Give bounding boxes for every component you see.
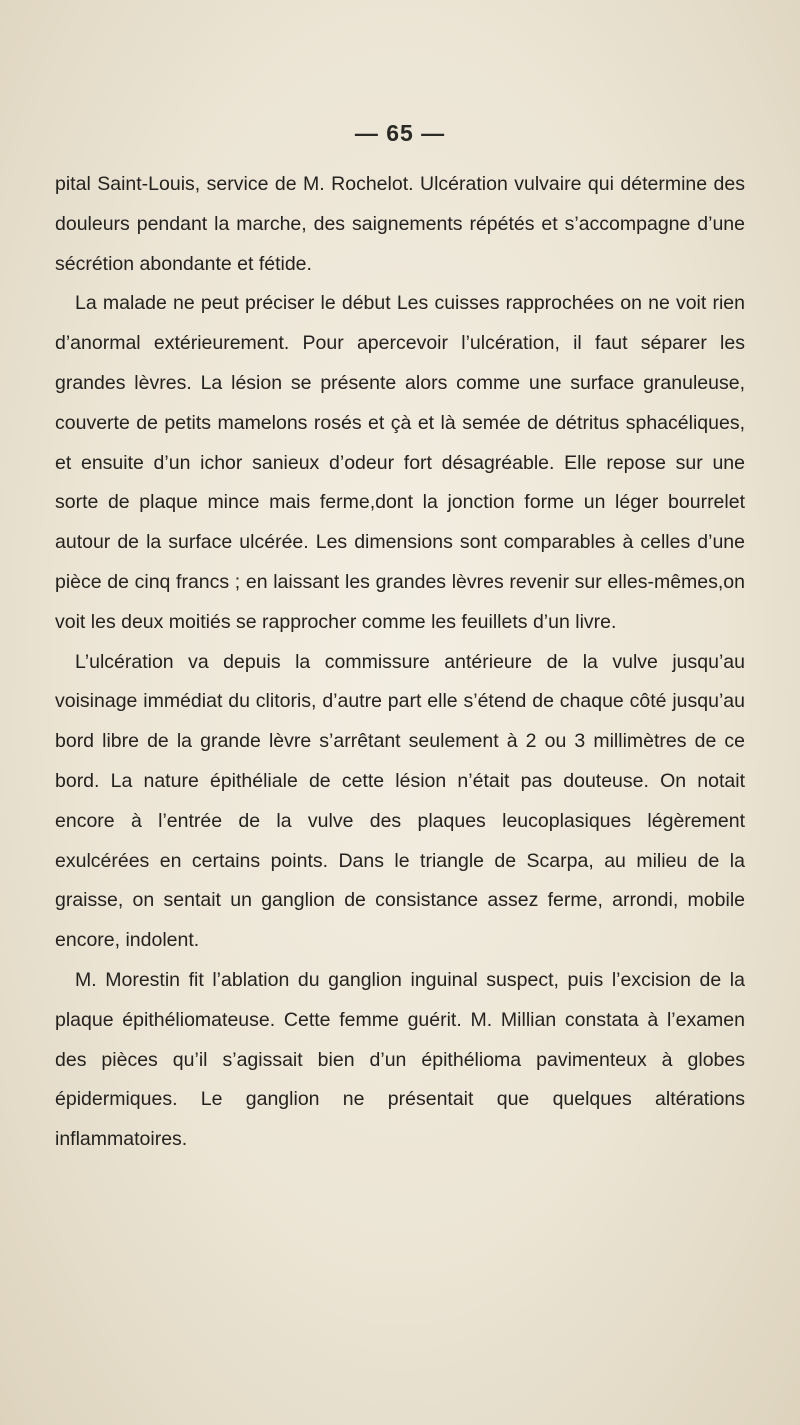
body-text bbox=[55, 165, 745, 1160]
paragraph-continuation: pital Saint-Louis, service de M. Rochelot. Ulcération vulvaire qui détermine des douleurs pendant la marche, des saignements répétés et s’accompagne d’une sécrétion abondante et fétide. bbox=[55, 173, 745, 275]
paragraph: M. Morestin fit l’ablation du ganglion inguinal suspect, puis l’excision de la plaque épithéliomateuse. Cette femme guérit. M. Millian constata à l’examen des pièces qu’il s’agissait bien d’un épithélioma pavimenteux à globes épidermiques. Le ganglion ne présentait que quelques altérations inflammatoires. bbox=[55, 968, 745, 1151]
page-number: — 65 — bbox=[354, 120, 446, 146]
paragraph: L’ulcération va depuis la commissure antérieure de la vulve jusqu’au voisinage immédiat du clitoris, d’autre part elle s’étend de chaque côté jusqu’au bord libre de la grande lèvre s’arrêtant seulement à 2 ou 3 millimètres de ce bord. La nature épithéliale de cette lésion n’était pas douteuse. On notait encore à l’entrée de la vulve des plaques leucoplasiques légèrement exulcérées en certains points. Dans le triangle de Scarpa, au milieu de la graisse, on sentait un ganglion de consistance assez ferme, arrondi, mobile encore, indolent. bbox=[55, 650, 745, 952]
paragraph: La malade ne peut préciser le début Les cuisses rapprochées on ne voit rien d’anormal extérieurement. Pour apercevoir l’ulcération, il faut séparer les grandes lèvres. La lésion se présente alors comme une surface granuleuse, couverte de petits mamelons rosés et çà et là semée de détritus sphacéliques, et ensuite d’un ichor sanieux d’odeur fort désagréable. Elle repose sur une sorte de plaque mince mais ferme,dont la jonction forme un léger bourrelet autour de la surface ulcérée. Les dimensions sont comparables à celles d’une pièce de cinq francs ; en laissant les grandes lèvres revenir sur elles-mêmes,on voit les deux moitiés se rapprocher comme les feuillets d’un livre. bbox=[55, 292, 745, 633]
